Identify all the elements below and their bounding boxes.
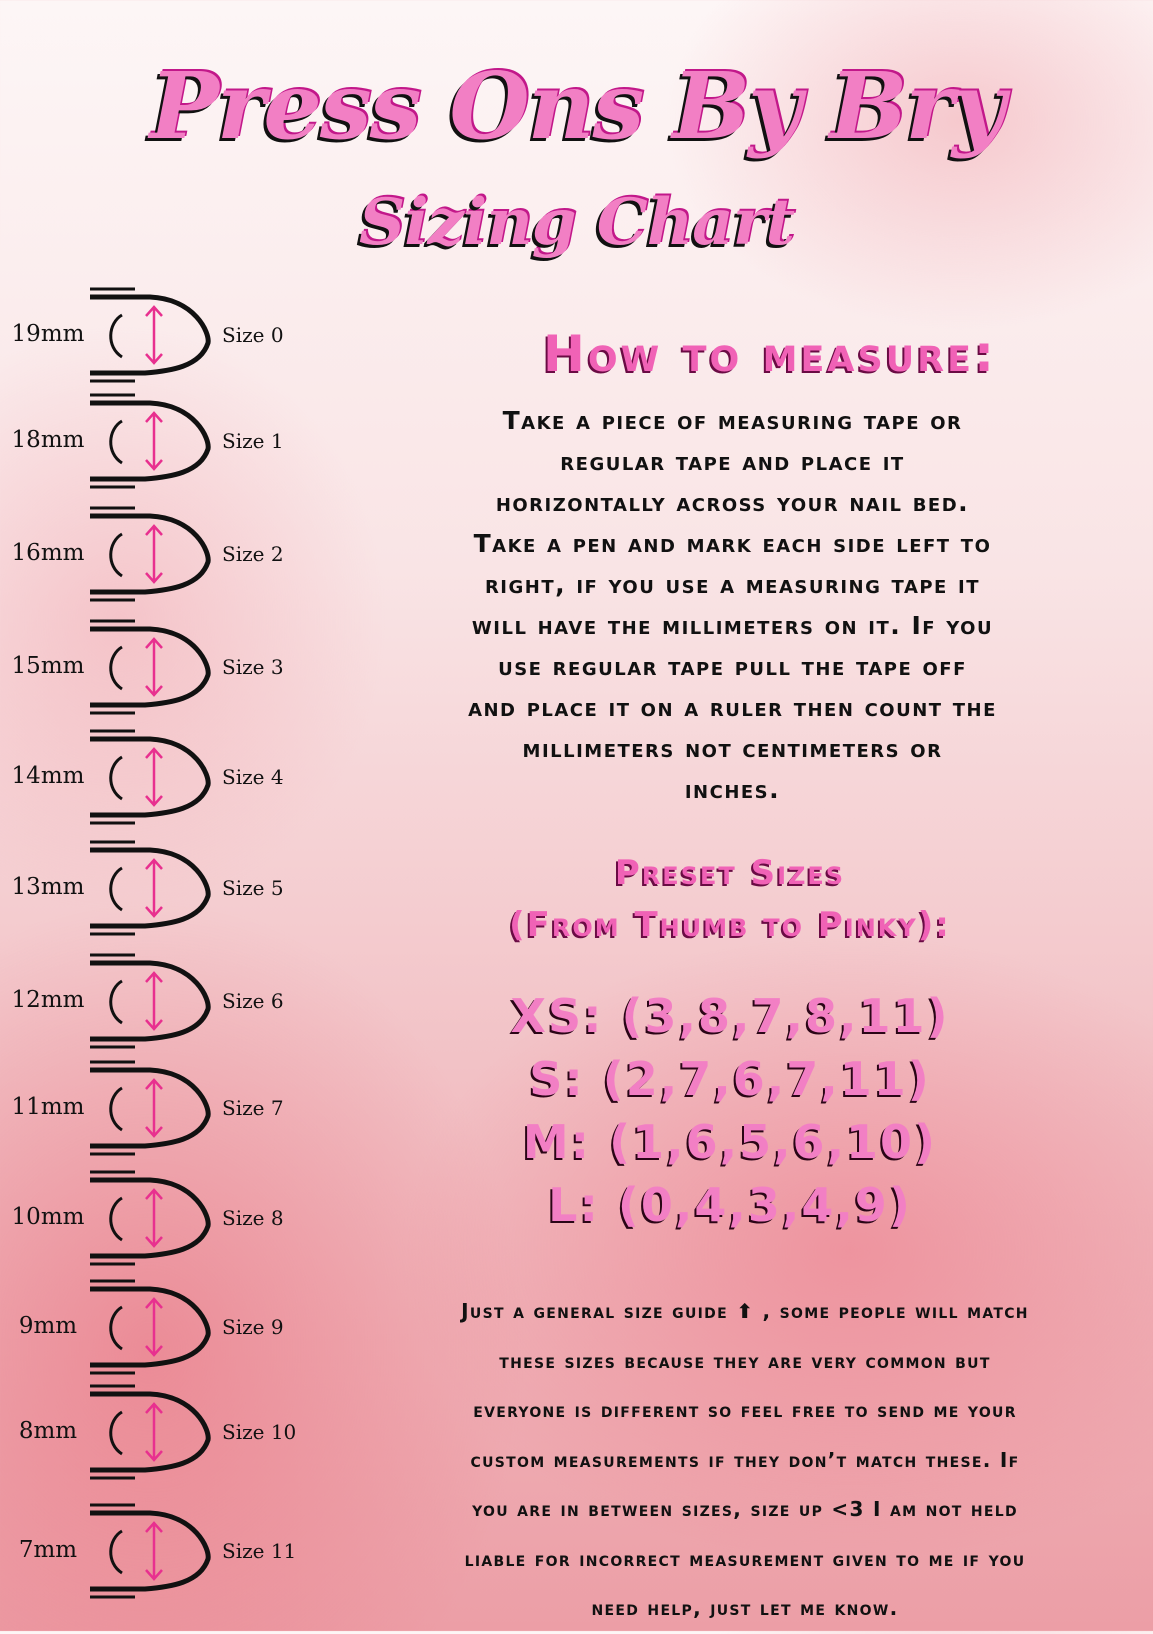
size-label: Size 8 [222,1206,284,1230]
instruction-line: and place it on a ruler then count the [468,693,997,722]
size-mm: 18mm [11,427,85,453]
nail-icon [90,727,220,827]
preset-s: S: (2,7,6,7,11) [529,1052,931,1106]
size-mm: 13mm [11,874,85,900]
how-to-measure-heading: How to measure: [543,325,997,383]
instruction-line: regular tape and place it [560,447,905,476]
size-row [0,1168,330,1278]
size-row [0,838,330,948]
note-line: Just a general size guide ⬆ , some people will match [461,1299,1029,1323]
note-line: custom measurements if they don’t match these. If [470,1447,1020,1472]
size-label: Size 1 [222,429,284,453]
nail-icon [90,1168,220,1268]
note-line: need help, just let me know. [591,1596,899,1620]
instruction-line: will have the millimeters on it. If you [471,611,994,640]
chart-subtitle: Sizing Chart [359,185,794,260]
size-label: Size 5 [222,876,284,900]
preset-size-list [400,985,1060,1237]
preset-l: L: (0,4,3,4,9) [548,1178,912,1232]
size-label: Size 6 [222,989,284,1013]
nail-icon [90,391,220,491]
size-mm: 7mm [18,1537,78,1563]
size-row [0,951,330,1061]
size-label: Size 2 [222,542,284,566]
size-row [0,1277,330,1387]
size-mm: 16mm [11,540,85,566]
instruction-line: horizontally across your nail bed. [495,488,970,517]
note-line: these sizes because they are very common but [499,1348,991,1373]
instruction-line: inches. [684,775,781,804]
nail-icon [90,504,220,604]
nail-icon [90,1277,220,1377]
measure-instructions [330,400,1135,810]
nail-icon [90,1058,220,1158]
size-row [0,1501,330,1611]
size-row [0,617,330,727]
size-mm: 11mm [11,1094,85,1120]
nail-icon [90,1382,220,1482]
size-row [0,1382,330,1492]
size-row [0,504,330,614]
preset-sizes-heading [400,847,1060,951]
size-row [0,727,330,837]
instruction-line: use regular tape pull the tape off [498,652,967,681]
nail-icon [90,951,220,1051]
note-line: liable for incorrect measurement given to me if you [464,1546,1026,1571]
size-label: Size 4 [222,765,284,789]
size-guide-note [345,1287,1145,1634]
size-mm: 10mm [11,1204,85,1230]
nail-icon [90,838,220,938]
instruction-line: right, if you use a measuring tape it [484,570,981,599]
brand-title: Press Ons By Bry [149,52,1004,160]
size-label: Size 0 [222,323,284,347]
size-row [0,285,330,395]
size-label: Size 9 [222,1315,284,1339]
size-mm: 12mm [11,987,85,1013]
nail-icon [90,285,220,385]
size-mm: 9mm [18,1313,78,1339]
note-line: everyone is different so feel free to send me your [473,1398,1017,1422]
size-mm: 19mm [11,321,85,347]
preset-heading-line: Preset Sizes [614,853,846,893]
size-mm: 14mm [11,763,85,789]
nail-icon [90,617,220,717]
size-mm: 8mm [18,1418,78,1444]
instruction-line: millimeters not centimeters or [522,734,943,763]
instruction-line: Take a pen and mark each side left to [473,529,992,558]
preset-heading-line: (From Thumb to Pinky): [509,905,951,945]
note-line: you are in between sizes, size up <3 I am not held [472,1497,1018,1521]
size-row [0,1058,330,1168]
size-label: Size 10 [222,1420,297,1444]
preset-xs: XS: (3,8,7,8,11) [510,989,950,1043]
preset-m: M: (1,6,5,6,10) [522,1115,938,1169]
size-label: Size 11 [222,1539,297,1563]
size-label: Size 3 [222,655,284,679]
size-row [0,391,330,501]
size-mm: 15mm [11,653,85,679]
instruction-line: Take a piece of measuring tape or [502,406,963,435]
size-label: Size 7 [222,1096,284,1120]
nail-icon [90,1501,220,1601]
